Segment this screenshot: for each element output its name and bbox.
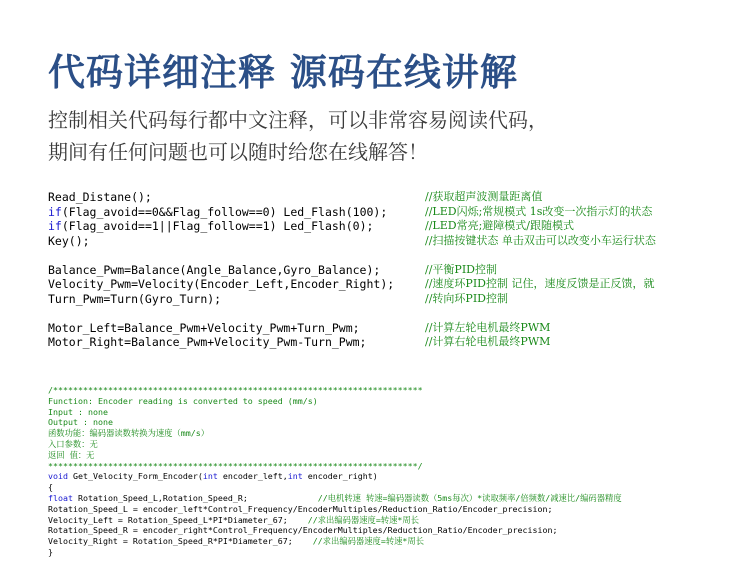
code-text: Read_Distane(); bbox=[48, 190, 152, 204]
code-line bbox=[48, 335, 551, 350]
code-text: (Flag_avoid==0&&Flag_follow==0) Led_Flash(100); bbox=[61, 204, 388, 219]
code-line: 函数功能：编码器读数转换为速度（mm/s） bbox=[48, 428, 210, 439]
code-line: 入口参数：无 bbox=[48, 438, 98, 449]
code-text: (Flag_avoid==1||Flag_follow==1) Led_Flash(0); bbox=[61, 219, 374, 233]
code-line: /************************************************************************** bbox=[48, 385, 423, 395]
code-line bbox=[48, 493, 622, 504]
code-line: Rotation_Speed_R = encoder_right*Control_Frequency/EncoderMultiples/Reduction_Ratio/Encoder_precision; bbox=[48, 525, 558, 536]
code-text: Velocity_Pwm=Velocity(Encoder_Left,Encoder_Right); bbox=[48, 277, 395, 291]
code-line: } bbox=[48, 546, 53, 557]
code-keyword: if bbox=[48, 219, 62, 233]
code-comment: //扫描按键状态 单击双击可以改变小车运行状态 bbox=[425, 233, 656, 247]
code-line bbox=[48, 291, 508, 307]
code-line: Input : none bbox=[48, 406, 108, 417]
code-comment: //计算右轮电机最终PWM bbox=[425, 335, 551, 348]
code-comment: //获取超声波测量距离值 bbox=[425, 190, 543, 203]
code-line bbox=[48, 536, 622, 547]
encoder-function-snippet bbox=[48, 385, 622, 558]
code-line: 返回 值：无 bbox=[48, 449, 95, 460]
code-line bbox=[48, 277, 655, 292]
page-subtitle bbox=[48, 104, 548, 168]
code-keyword: int bbox=[202, 471, 218, 482]
code-line bbox=[48, 190, 543, 205]
code-comment: //求出编码器速度=转速*周长 bbox=[307, 514, 420, 525]
code-text: Velocity_Right = Rotation_Speed_R*PI*Diameter_67; bbox=[48, 536, 293, 547]
code-comment: //LED常亮;避障模式/跟随模式 bbox=[425, 219, 574, 232]
code-line: **************************************************************************/ bbox=[48, 460, 423, 471]
code-comment: //计算左轮电机最终PWM bbox=[425, 320, 551, 334]
code-line bbox=[48, 204, 653, 220]
code-line bbox=[48, 471, 622, 482]
code-comment: //转向环PID控制 bbox=[425, 291, 508, 305]
code-text: Key(); bbox=[48, 233, 90, 248]
code-line bbox=[48, 233, 656, 249]
code-text: Motor_Right=Balance_Pwm+Velocity_Pwm-Turn_Pwm; bbox=[48, 335, 367, 349]
code-keyword: float bbox=[48, 492, 73, 503]
code-comment: //平衡PID控制 bbox=[425, 262, 497, 276]
code-text: Balance_Pwm=Balance(Angle_Balance,Gyro_Balance); bbox=[48, 262, 381, 277]
code-blank-line bbox=[48, 248, 394, 263]
code-line: { bbox=[48, 482, 53, 493]
code-comment: //电机转速 转速=编码器读数（5ms每次）*读取频率/倍频数/减速比/编码器精度 bbox=[317, 492, 622, 503]
code-line bbox=[48, 262, 497, 278]
code-blank-line bbox=[48, 306, 394, 321]
subtitle-line-2: 期间有任何问题也可以随时给您在线解答！ bbox=[48, 140, 428, 164]
code-line bbox=[48, 219, 574, 234]
code-line: Rotation_Speed_L = encoder_left*Control_Frequency/EncoderMultiples/Reduction_Ratio/Encoder_precision; bbox=[48, 503, 553, 514]
code-line: Output : none bbox=[48, 417, 113, 428]
code-keyword: if bbox=[48, 204, 62, 219]
code-keyword: int bbox=[287, 471, 303, 482]
control-code-snippet bbox=[48, 190, 656, 350]
code-text: Turn_Pwm=Turn(Gyro_Turn); bbox=[48, 291, 222, 306]
code-line bbox=[48, 320, 551, 336]
code-keyword: void bbox=[48, 471, 68, 482]
code-comment: //速度环PID控制 记住，速度反馈是正反馈，就 bbox=[425, 277, 655, 290]
code-text: float Rotation_Speed_L,Rotation_Speed_R; bbox=[48, 492, 248, 503]
code-comment: //LED闪烁;常规模式 1s改变一次指示灯的状态 bbox=[425, 204, 653, 218]
subtitle-line-1: 控制相关代码每行都中文注释，可以非常容易阅读代码， bbox=[48, 108, 548, 132]
function-signature: void Get_Velocity_Form_Encoder(int encoder_left,int encoder_right) bbox=[48, 471, 378, 482]
code-line: Function: Encoder reading is converted to speed (mm/s) bbox=[48, 395, 318, 406]
code-text: Motor_Left=Balance_Pwm+Velocity_Pwm+Turn_Pwm; bbox=[48, 320, 360, 335]
page-title: 代码详细注释 源码在线讲解 bbox=[48, 51, 518, 94]
code-text: Velocity_Left = Rotation_Speed_L*PI*Diameter_67; bbox=[48, 514, 288, 525]
code-comment: //求出编码器速度=转速*周长 bbox=[312, 536, 424, 547]
code-line bbox=[48, 515, 622, 526]
